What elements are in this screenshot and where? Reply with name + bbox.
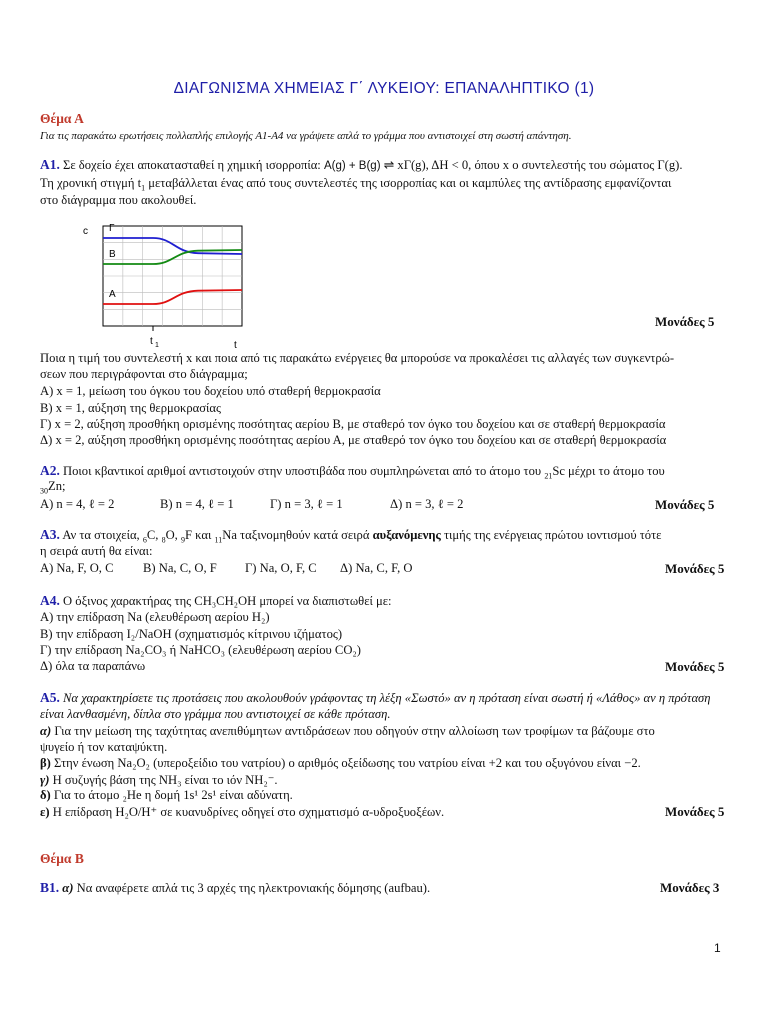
a4-option-c: Γ) την επίδραση Na₂CO₃ ή NaHCO₃ (ελευθέρωση αερίου CO₂) (40, 643, 361, 657)
theme-a-heading: Θέμα Α (40, 111, 84, 126)
a2-label: Α2. (40, 463, 60, 478)
a3-label: Α3. (40, 527, 60, 542)
a5-item-c-letter: γ) (40, 773, 50, 787)
a2-zn: Zn; (48, 479, 66, 493)
a3-o: O, (165, 528, 178, 542)
a4-line1-text: Ο όξινος χαρακτήρας της CH₃CH₂OH μπορεί να διαπιστωθεί με: (63, 594, 392, 608)
a2-line2 (40, 479, 66, 496)
theme-b-heading: Θέμα Β (40, 851, 84, 866)
a3-option-b: Β) Na, C, O, F (143, 561, 217, 575)
concentration-chart (80, 222, 250, 350)
b1-text: Να αναφέρετε απλά τις 3 αρχές της ηλεκτρονιακής δόμησης (aufbau). (76, 881, 431, 895)
concentration-chart-svg (80, 222, 250, 350)
a3-na-sub: 11 (214, 535, 223, 545)
a4-option-b: Β) την επίδραση I₂/NaOH (σχηματισμός κίτρινου ιζήματος) (40, 627, 343, 641)
b1-marks: Μονάδες 3 (660, 880, 720, 895)
a2-sc-sub: 21 (544, 471, 553, 481)
a1-line2-text: Τη χρονική στιγμή t (40, 176, 142, 190)
a5-item-a-cont: ψυγείο ή τον καταψύκτη. (40, 740, 168, 754)
chart-series-label-3: Α (109, 289, 116, 300)
a5-item-c (40, 772, 278, 788)
a5-marks: Μονάδες 5 (665, 804, 725, 819)
b1-line (40, 880, 430, 896)
a5-line1-text: Να χαρακτηρίσετε τις προτάσεις που ακολουθούν γράφοντας τη λέξη «Σωστό» αν η πρόταση είναι σωστή ή «Λάθος» αν η πρόταση (63, 691, 711, 705)
a5-label: Α5. (40, 690, 60, 705)
a5-item-d-letter: δ) (40, 788, 51, 802)
chart-ylabel: c (83, 226, 88, 237)
a2-line1-post: μέχρι το άτομο του (564, 464, 665, 478)
page-number: 1 (714, 941, 721, 955)
a3-na: Na ταξινομηθούν κατά σειρά (222, 528, 370, 542)
a1-line3: στο διάγραμμα που ακολουθεί. (40, 193, 197, 207)
a2-option-d: Δ) n = 3, ℓ = 2 (390, 497, 464, 511)
page-title: ΔΙΑΓΩΝΙΣΜΑ ΧΗΜΕΙΑΣ Γ΄ ΛΥΚΕΙΟΥ: ΕΠΑΝΑΛΗΠΤΙΚΟ (1) (173, 80, 595, 97)
a5-item-b-text: Στην ένωση Na₂O₂ (υπεροξείδιο του νατρίου) ο αριθμός οξείδωσης του νατρίου είναι +2 και του οξυγόνου είναι −2. (54, 756, 641, 770)
a2-option-c: Γ) n = 3, ℓ = 1 (270, 497, 343, 511)
a3-option-c: Γ) Na, O, F, C (245, 561, 317, 575)
a1-option-b: Β) x = 1, αύξηση της θερμοκρασίας (40, 401, 222, 415)
theme-a-instructions: Για τις παρακάτω ερωτήσεις πολλαπλής επιλογής Α1-Α4 να γράψετε απλά το γράμμα που αντιστοιχεί στη σωστή απάντηση. (40, 130, 572, 142)
a5-line2: είναι λανθασμένη, δίπλα στο γράμμα που αντιστοιχεί σε κάθε πρόταση. (40, 707, 391, 721)
a3-c: C, (146, 528, 159, 542)
a1-line2-sub: 1 (141, 183, 146, 193)
a3-f: F και (184, 528, 212, 542)
a1-question-line2: σεων που περιγράφονται στο διάγραμμα; (40, 367, 248, 381)
a1-option-a: Α) x = 1, μείωση του όγκου του δοχείου υπό σταθερή θερμοκρασία (40, 384, 381, 398)
a5-item-a-letter: α) (40, 724, 52, 738)
chart-xtick-label: t (150, 336, 153, 347)
a1-line2 (40, 176, 671, 193)
a3-line1-post: τιμής της ενέργειας πρώτου ιοντισμού τότε (443, 528, 662, 542)
a4-option-d: Δ) όλα τα παραπάνω (40, 659, 146, 673)
a4-label: Α4. (40, 593, 60, 608)
a1-line1-post: , ΔΗ < 0, όπου x ο συντελεστής του σώματος Γ(g). (425, 158, 683, 172)
chart-series-label-1: Γ (109, 223, 115, 234)
a5-item-e-text: Η επίδραση H₂O/H⁺ σε κυανυδρίνες οδηγεί στο σχηματισμό α-υδροξυοξέων. (52, 805, 445, 819)
a3-c-sub: 6 (142, 535, 147, 545)
a4-line1 (40, 593, 392, 609)
a2-sc: Sc (552, 464, 565, 478)
a3-option-a: Α) Na, F, O, C (40, 561, 114, 575)
a1-option-c: Γ) x = 2, αύξηση προσθήκη ορισμένης ποσότητας αερίου Β, με σταθερό τον όγκο του δοχείου και σε σταθερή θερμοκρασία (40, 417, 666, 431)
a4-marks: Μονάδες 5 (665, 659, 725, 674)
a1-line1 (40, 157, 683, 173)
a5-item-c-text: Η συζυγής βάση της NH₃ είναι το ιόν NH₂⁻. (52, 773, 278, 787)
a3-o-sub: 8 (161, 535, 166, 545)
a5-item-b (40, 756, 641, 771)
a1-option-d: Δ) x = 2, αύξηση προσθήκη ορισμένης ποσότητας αερίου Α, με σταθερό τον όγκο του δοχείου και σε σταθερή θερμοκρασία (40, 433, 667, 447)
a5-item-a (40, 724, 655, 739)
a1-eq-right: xΓ(g) (397, 158, 426, 172)
a1-marks: Μονάδες 5 (655, 314, 715, 329)
a1-question-line1: Ποια η τιμή του συντελεστή x και ποια από τις παρακάτω ενέργειες θα μπορούσε να προκαλέσει τις αλλαγές των συγκεντρώ- (40, 351, 675, 365)
a5-item-d (40, 788, 293, 803)
a2-line1 (40, 463, 665, 481)
chart-series-2 (103, 250, 242, 264)
chart-series-1 (103, 238, 242, 254)
a1-eq-arrow: ⇌ (383, 158, 395, 172)
a3-line1 (40, 527, 661, 545)
a1-line2-rest: μεταβάλλεται ένας από τους συντελεστές της ισορροπίας και οι καμπύλες της αντίδρασης εμφανίζονται (145, 176, 672, 190)
a4-option-a: Α) την επίδραση Na (ελευθέρωση αερίου H₂) (40, 610, 270, 624)
a5-item-e-letter: ε) (40, 805, 50, 819)
a3-line2: η σειρά αυτή θα είναι: (40, 544, 153, 558)
a2-line1-text: Ποιοι κβαντικοί αριθμοί αντιστοιχούν στην υποστιβάδα που συμπληρώνεται από το άτομο του (63, 464, 542, 478)
a3-line1-pre: Αν τα στοιχεία, (62, 528, 140, 542)
a3-marks: Μονάδες 5 (665, 561, 725, 576)
a1-line1-pre: Σε δοχείο έχει αποκατασταθεί η χημική ισορροπία: (63, 158, 321, 172)
a1-eq-left: A(g) + B(g) (323, 160, 381, 172)
b1-label: Β1. (40, 880, 60, 895)
chart-series-3 (103, 290, 242, 304)
a3-bold: αυξανόμενης (372, 528, 441, 542)
a2-option-a: Α) n = 4, ℓ = 2 (40, 497, 115, 511)
a5-line1 (40, 690, 711, 706)
a1-label: Α1. (40, 157, 60, 172)
a5-item-a-text: Για την μείωση της ταχύτητας ανεπιθύμητων αντιδράσεων που οδηγούν στην αλλοίωση των τροφίμων τα βάζουμε στο (54, 724, 655, 738)
chart-xlabel: t (234, 340, 237, 350)
chart-xtick-sub: 1 (155, 342, 159, 349)
a3-f-sub: 9 (180, 535, 185, 545)
a5-item-d-text: Για το άτομο ₂He η δομή 1s¹ 2s¹ είναι αδύνατη. (53, 788, 293, 802)
a5-item-e (40, 804, 444, 820)
a2-marks: Μονάδες 5 (655, 497, 715, 512)
b1-letter: α) (62, 881, 74, 895)
chart-series-label-2: Β (109, 249, 116, 260)
a5-item-b-letter: β) (40, 756, 51, 770)
a2-zn-sub: 30 (40, 486, 48, 496)
a2-option-b: Β) n = 4, ℓ = 1 (160, 497, 234, 511)
a3-option-d: Δ) Na, C, F, O (340, 561, 413, 575)
